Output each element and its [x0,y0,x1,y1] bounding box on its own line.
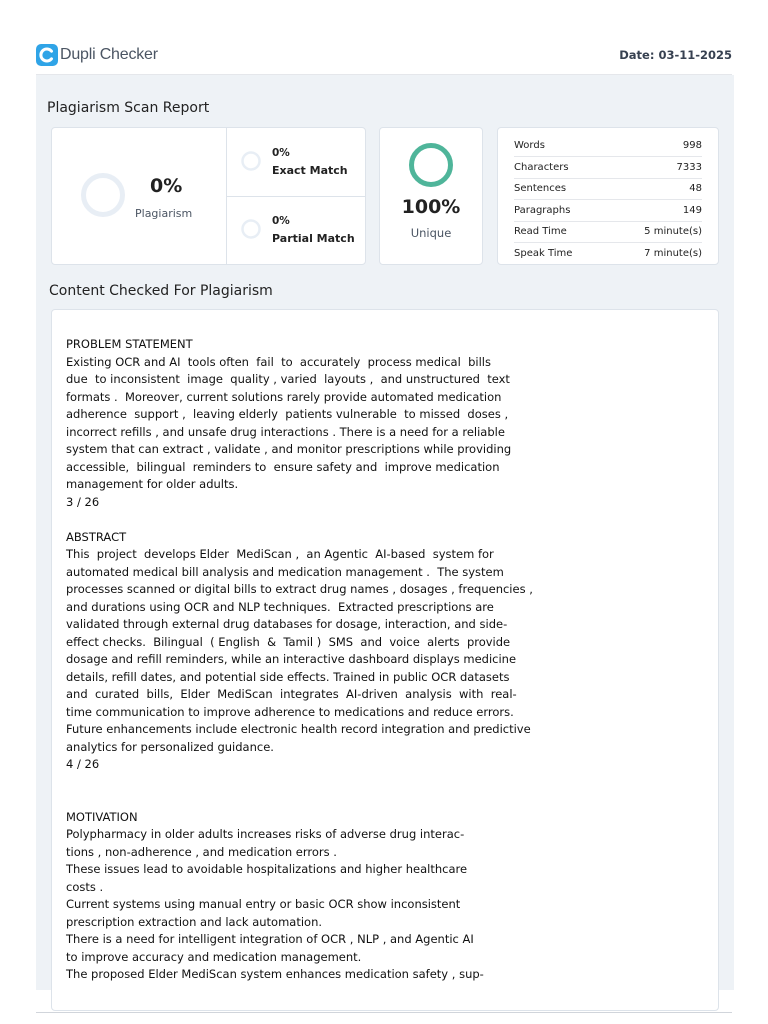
content-line [66,774,566,792]
plagiarism-value: 0% [150,175,183,197]
stat-label: Words [514,140,545,151]
brand-name: Dupli Checker [60,46,158,63]
exact-match [227,128,365,197]
stat-value: 7333 [676,161,702,173]
unique-card [379,127,483,265]
content-line: These issues lead to avoidable hospitalizations and higher healthcare [66,862,468,876]
stat-value: 5 minute(s) [644,226,702,237]
stat-value: 149 [682,204,702,216]
content-line: automated medical bill analysis and medication management . The system [66,564,504,579]
content-line: to improve accuracy and medication management. [66,949,362,964]
content-line: and curated bills, Elder MediScan integrates AI-driven analysis with real- [66,687,517,701]
content-line: system that can extract , validate , and monitor prescriptions while providing [66,442,512,456]
partial-match-ring-icon [241,219,261,239]
stat-row [514,135,702,157]
unique-value: 100% [401,196,461,218]
partial-match-value: 0% [272,215,290,227]
stat-label: Paragraphs [514,204,571,216]
content-line: MOTIVATION [66,809,138,824]
stat-label: Read Time [514,226,567,237]
footer-divider [36,1012,732,1013]
content-line: prescription extraction and lack automation. [66,914,323,929]
report-title: Plagiarism Scan Report [47,100,210,116]
plagiarism-card [51,127,366,265]
content-box [51,309,719,1011]
stat-row [514,221,702,243]
report-header [36,36,732,75]
content-line: ABSTRACT [66,529,127,544]
content-line: validated through external drug databases for dosage, interaction, and side- [66,617,508,631]
content-line: management for older adults. [66,477,239,491]
content-line: 3 / 26 [66,494,100,509]
unique-label: Unique [410,226,452,240]
content-line: accessible, bilingual reminders to ensure safety and improve medication [66,459,500,474]
content-line: Current systems using manual entry or basic OCR show inconsistent [66,897,461,911]
unique-ring-icon [408,142,454,188]
content-line: This project develops Elder MediScan , an Agentic AI-based system for [66,547,494,561]
content-line: adherence support , leaving elderly patients vulnerable to missed doses , [66,407,509,421]
content-line [66,791,566,809]
partial-match [227,196,365,264]
content-line: 4 / 26 [66,757,100,771]
content-line: costs . [66,879,104,894]
stat-row [514,178,702,200]
content-line [66,511,566,529]
stat-row [514,200,702,222]
content-line: details, refill dates, and potential side effects. Trained in public OCR datasets [66,669,510,684]
stat-row [514,243,702,264]
brand-logo [36,44,158,66]
content-line: due to inconsistent image quality , varied layouts , and unstructured text [66,372,510,386]
content-text [66,336,566,984]
partial-match-label: Partial Match [272,232,355,245]
content-line: analytics for personalized guidance. [66,739,274,754]
content-line: Polypharmacy in older adults increases risks of adverse drug interac- [66,827,465,841]
stat-row [514,157,702,179]
content-line: PROBLEM STATEMENT [66,337,193,351]
stat-value: 48 [689,183,702,194]
stats-card [497,127,719,265]
content-line: formats . Moreover, current solutions rarely provide automated medication [66,389,502,404]
content-line: tions , non-adherence , and medication errors . [66,844,337,859]
content-line: and durations using OCR and NLP techniques. Extracted prescriptions are [66,599,494,614]
plagiarism-ring-icon [80,172,126,218]
content-line: effect checks. Bilingual ( English & Tamil ) SMS and voice alerts provide [66,634,511,649]
report-panel [36,75,734,990]
plagiarism-summary [52,128,227,264]
stat-label: Speak Time [514,247,573,259]
content-line: dosage and refill reminders, while an interactive dashboard displays medicine [66,652,517,666]
content-line: processes scanned or digital bills to extract drug names , dosages , frequencies , [66,582,533,596]
stat-label: Characters [514,161,569,173]
exact-match-ring-icon [241,151,261,171]
stat-value: 7 minute(s) [644,247,702,259]
content-line: Existing OCR and AI tools often fail to accurately process medical bills [66,354,491,369]
report-date: Date: 03-11-2025 [619,48,732,62]
exact-match-value: 0% [272,147,290,159]
content-line: The proposed Elder MediScan system enhances medication safety , sup- [66,967,484,981]
content-line: There is a need for intelligent integration of OCR , NLP , and Agentic AI [66,932,474,946]
duplichecker-logo-icon [36,44,58,66]
content-title: Content Checked For Plagiarism [49,283,273,299]
stat-value: 998 [682,140,702,151]
content-line: time communication to improve adherence to medications and reduce errors. [66,704,514,719]
exact-match-label: Exact Match [272,164,348,177]
content-line: Future enhancements include electronic health record integration and predictive [66,722,531,736]
plagiarism-label: Plagiarism [135,207,193,220]
stat-label: Sentences [514,183,567,194]
content-line: incorrect refills , and unsafe drug interactions . There is a need for a reliable [66,424,505,439]
